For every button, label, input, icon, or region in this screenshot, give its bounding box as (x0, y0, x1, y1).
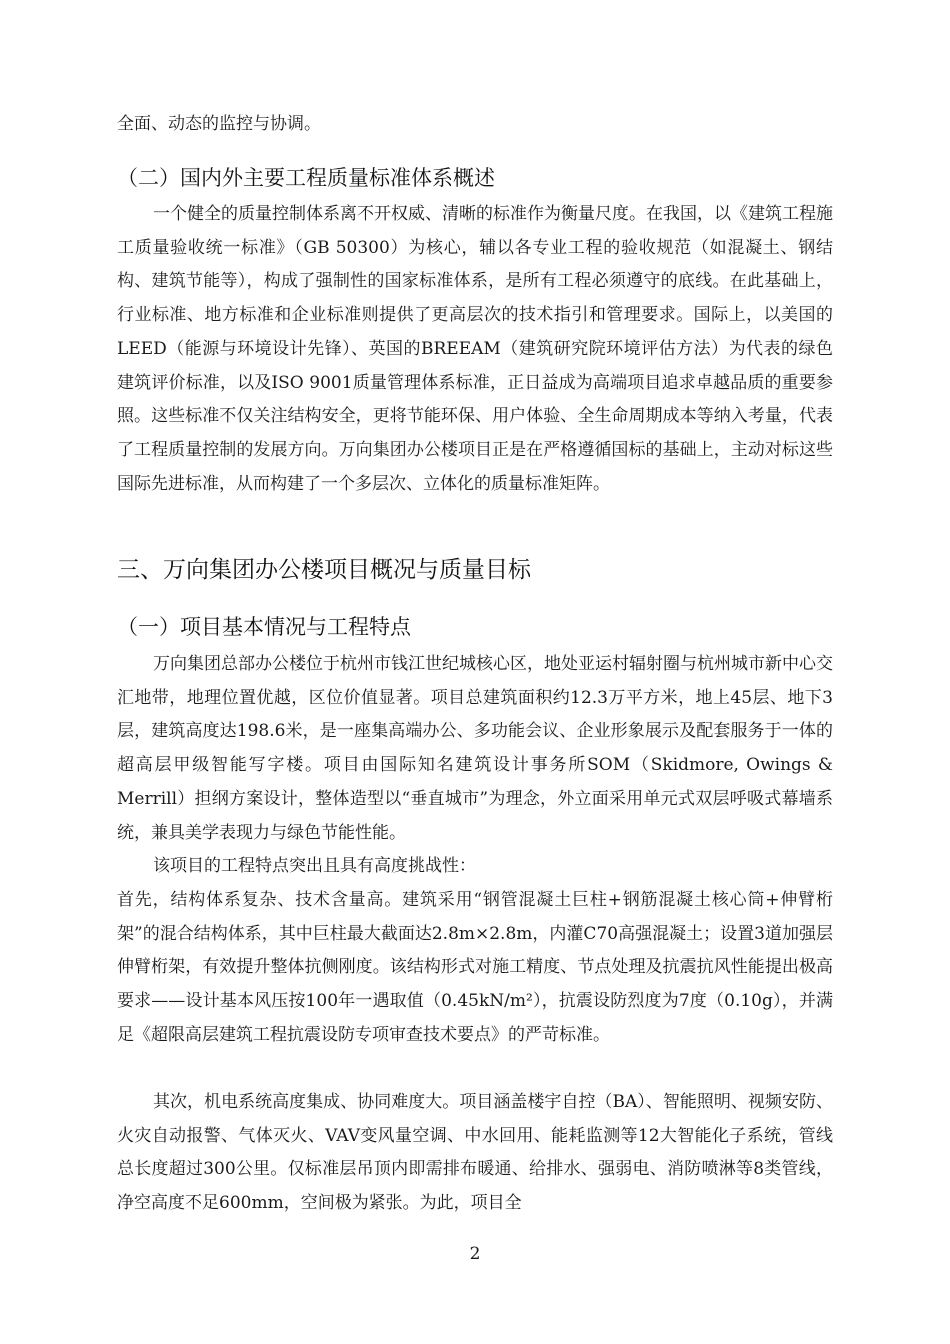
section-heading-standards-overview: （二）国内外主要工程质量标准体系概述 (117, 166, 495, 190)
page-number: 2 (469, 1244, 481, 1264)
chapter-heading-project-overview: 三、万向集团办公楼项目概况与质量目标 (117, 557, 531, 583)
paragraph-mep-systems: 其次，机电系统高度集成、协同难度大。项目涵盖楼宇自控（BA）、智能照明、视频安防、火灾自动报警、气体灭火、VAV变风量空调、中水回用、能耗监测等12大智能化子系统，管线总长度超过300公里。仅标准层吊顶内即需排布暖通、给排水、强弱电、消防喷淋等8类管线，净空高度不足600mm，空间极为紧张。为此，项目全 (117, 1092, 833, 1214)
paragraph-project-characteristics-intro: 该项目的工程特点突出且具有高度挑战性： (153, 856, 476, 876)
continuation-text: 全面、动态的监控与协调。 (117, 114, 321, 134)
paragraph-structural-system: 首先，结构体系复杂、技术含量高。建筑采用“钢管混凝土巨柱+钢筋混凝土核心筒+伸臂桁架”的混合结构体系，其中巨柱最大截面达2.8m×2.8m，内灌C70高强混凝土；设置3道加强层伸臂桁架，有效提升整体抗侧刚度。该结构形式对施工精度、节点处理及抗震抗风性能提出极高要求——设计基本风压按100年一遇取值（0.45kN/m²），抗震设防烈度为7度（0.10g），并满足《超限高层建筑工程抗震设防专项审查技术要点》的严苛标准。 (117, 890, 833, 1045)
section-heading-project-basics: （一）项目基本情况与工程特点 (117, 615, 411, 639)
paragraph-project-location: 万向集团总部办公楼位于杭州市钱江世纪城核心区，地处亚运村辐射圈与杭州城市新中心交汇地带，地理位置优越，区位价值显著。项目总建筑面积约12.3万平方米，地上45层、地下3层，建筑高度达198.6米，是一座集高端办公、多功能会议、企业形象展示及配套服务于一体的超高层甲级智能写字楼。项目由国际知名建筑设计事务所SOM（Skidmore, Owings & Merrill）担纲方案设计，整体造型以“垂直城市”为理念，外立面采用单元式双层呼吸式幕墙系统，兼具美学表现力与绿色节能性能。 (117, 654, 833, 843)
paragraph-standards-overview: 一个健全的质量控制体系离不开权威、清晰的标准作为衡量尺度。在我国，以《建筑工程施工质量验收统一标准》（GB 50300）为核心，辅以各专业工程的验收规范（如混凝土、钢结构、建筑节能等），构成了强制性的国家标准体系，是所有工程必须遵守的底线。在此基础上，行业标准、地方标准和企业标准则提供了更高层次的技术指引和管理要求。国际上，以美国的LEED（能源与环境设计先锋）、英国的BREEAM（建筑研究院环境评估方法）为代表的绿色建筑评价标准，以及ISO 9001质量管理体系标准，正日益成为高端项目追求卓越品质的重要参照。这些标准不仅关注结构安全，更将节能环保、用户体验、全生命周期成本等纳入考量，代表了工程质量控制的发展方向。万向集团办公楼项目正是在严格遵循国标的基础上，主动对标这些国际先进标准，从而构建了一个多层次、立体化的质量标准矩阵。 (117, 204, 833, 494)
